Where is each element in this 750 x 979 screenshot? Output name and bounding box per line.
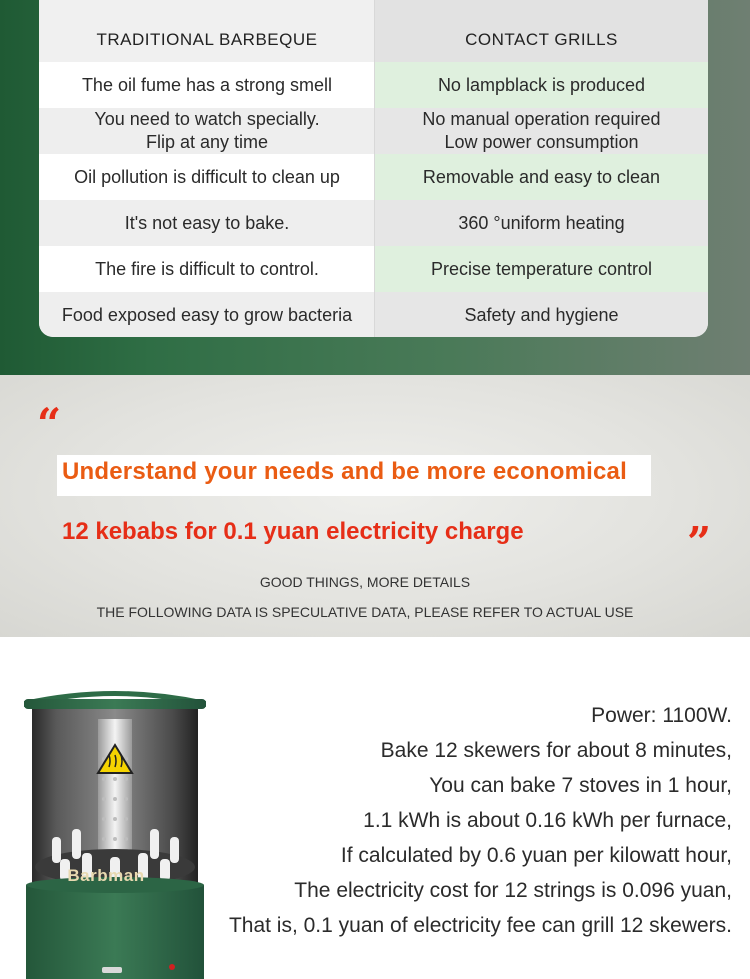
header-traditional: TRADITIONAL BARBEQUE — [39, 0, 375, 62]
spec-line: The electricity cost for 12 strings is 0.096 yuan, — [294, 879, 732, 902]
headline-economical: Understand your needs and be more economical — [62, 458, 627, 485]
subtitle-disclaimer: THE FOLLOWING DATA IS SPECULATIVE DATA, PLEASE REFER TO ACTUAL USE — [96, 604, 634, 620]
spec-line: Power: 1100W. — [591, 704, 732, 727]
subtitle-good-things: GOOD THINGS, MORE DETAILS — [259, 574, 471, 590]
product-specs-section — [0, 637, 750, 979]
close-quote-icon: ” — [687, 518, 712, 567]
spec-line: You can bake 7 stoves in 1 hour, — [429, 774, 732, 797]
open-quote-icon: “ — [37, 399, 62, 448]
spec-line: Bake 12 skewers for about 8 minutes, — [380, 739, 732, 762]
spec-line: That is, 0.1 yuan of electricity fee can grill 12 skewers. — [228, 914, 732, 937]
table-cell-contact: Safety and hygiene — [375, 292, 708, 337]
table-cell-contact: Precise temperature control — [375, 246, 708, 292]
header-contact-grills: CONTACT GRILLS — [375, 0, 708, 62]
table-cell-contact: No lampblack is produced — [375, 62, 708, 108]
table-cell-traditional: Oil pollution is difficult to clean up — [39, 154, 375, 200]
table-cell-contact: 360 °uniform heating — [375, 200, 708, 246]
product-image — [22, 689, 208, 979]
table-cell-traditional: You need to watch specially. Flip at any time — [39, 108, 375, 154]
table-cell-traditional: The oil fume has a strong smell — [39, 62, 375, 108]
spec-line: If calculated by 0.6 yuan per kilowatt hour, — [340, 844, 732, 867]
table-cell-contact: Removable and easy to clean — [375, 154, 708, 200]
economy-banner — [0, 375, 750, 637]
spec-line: 1.1 kWh is about 0.16 kWh per furnace, — [363, 809, 732, 832]
table-cell-traditional: The fire is difficult to control. — [39, 246, 375, 292]
headline-kebabs: 12 kebabs for 0.1 yuan electricity charge — [62, 518, 524, 545]
product-brand-label: Barbman — [67, 866, 145, 885]
table-cell-traditional: Food exposed easy to grow bacteria — [39, 292, 375, 337]
column-divider — [374, 0, 375, 337]
comparison-section — [0, 0, 750, 375]
table-cell-contact: No manual operation required Low power consumption — [375, 108, 708, 154]
table-cell-traditional: It's not easy to bake. — [39, 200, 375, 246]
comparison-table — [39, 0, 708, 337]
